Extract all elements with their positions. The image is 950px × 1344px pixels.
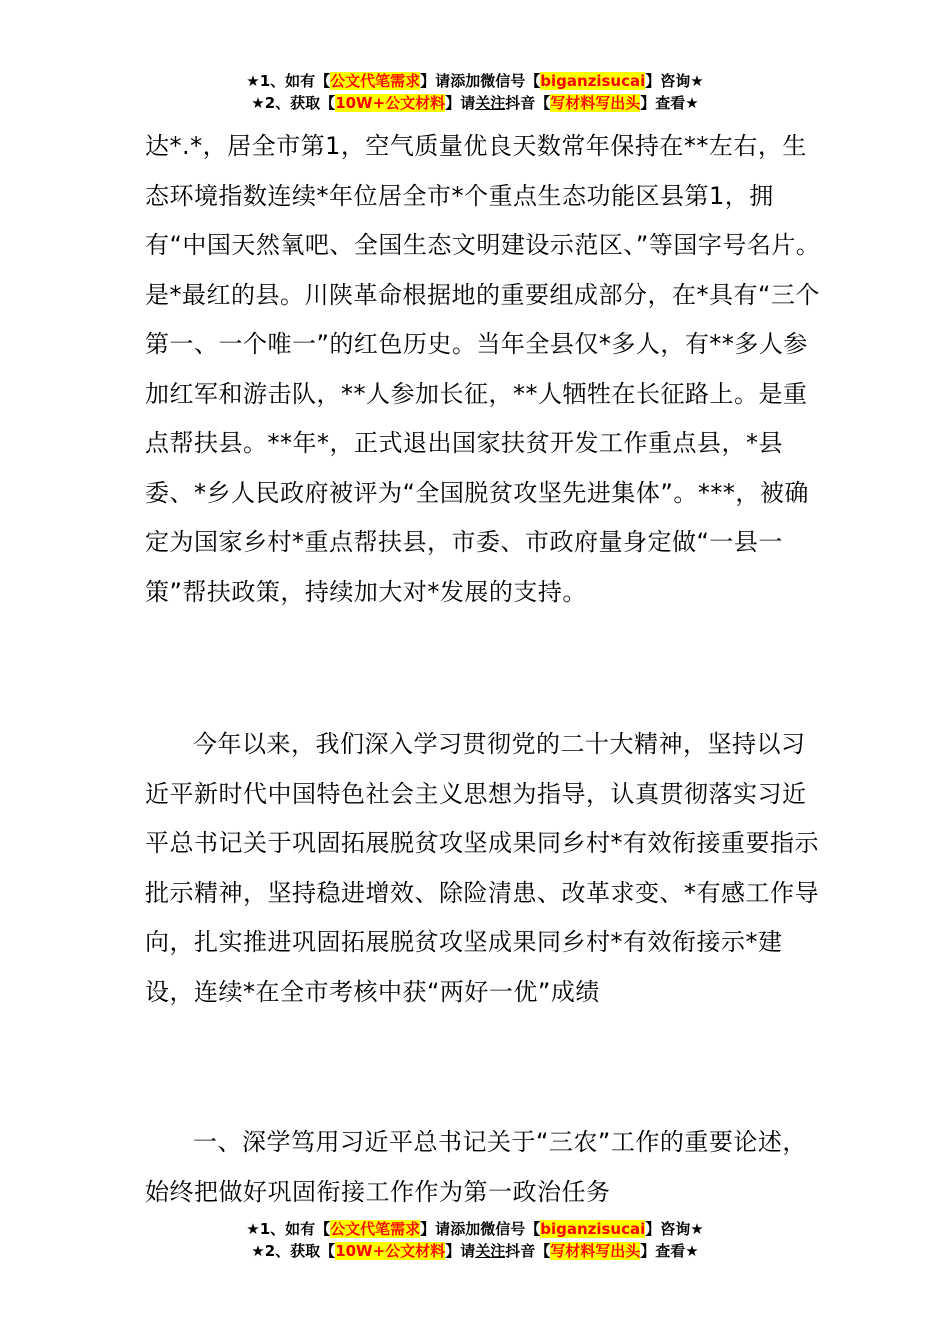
footer-banner-line-1: ★1、如有【公文代笔需求】请添加微信号【biganzisucai】咨询★ [246,1220,704,1238]
highlight-douyin: 写材料写出头 [550,94,641,112]
footer-banner-line-2: ★2、获取【10W+公文材料】请关注抖音【写材料写出头】查看★ [251,1242,699,1260]
paragraph-overview: 今年以来，我们深入学习贯彻党的二十大精神，坚持以习近平新时代中国特色社会主义思想为指导，认真贯彻落实习近平总书记关于巩固拓展脱贫攻坚成果同乡村*有效衔接重要指示批示精神，坚持稳进增效、除险清患、改革求变、*有感工作导向，扎实推进巩固拓展脱贫攻坚成果同乡村*有效衔接示*建设，连续*在全市考核中获“两好一优”成绩 [145,730,819,1006]
footer-banner [0,1218,950,1262]
highlight-wechat-id: biganzisucai [540,72,646,90]
header-banner [0,70,950,114]
footer-highlight-service: 公文代笔需求 [330,1220,421,1238]
highlight-service: 公文代笔需求 [330,72,421,90]
footer-highlight-douyin: 写材料写出头 [550,1242,641,1260]
section-heading-1: 一、深学笃用习近平总书记关于“三农”工作的重要论述，始终把做好巩固衔接工作作为第一政治任务 [145,1128,807,1206]
footer-highlight-wechat-id: biganzisucai [540,1220,646,1238]
highlight-materials: 10W+公文材料 [335,94,446,112]
paragraph-continued: 达*.*，居全市第1，空气质量优良天数常年保持在**左右，生态环境指数连续*年位居全市*个重点生态功能区县第1，拥有“中国天然氧吧、全国生态文明建设示范区、”等国字号名片。是*最红的县。川陕革命根据地的重要组成部分，在*具有“三个第一、一个唯一”的红色历史。当年全县仅*多人，有**多人参加红军和游击队，**人参加长征，**人牺牲在长征路上。是重点帮扶县。**年*，正式退出国家扶贫开发工作重点县，*县委、*乡人民政府被评为“全国脱贫攻坚先进集体”。***，被确定为国家乡村*重点帮扶县，市委、市政府量身定做“一县一策”帮扶政策，持续加大对*发展的支持。 [145,132,821,606]
banner-line-2: ★2、获取【10W+公文材料】请关注抖音【写材料写出头】查看★ [251,94,699,112]
banner-line-1: ★1、如有【公文代笔需求】请添加微信号【biganzisucai】咨询★ [246,72,704,90]
footer-highlight-materials: 10W+公文材料 [335,1242,446,1260]
